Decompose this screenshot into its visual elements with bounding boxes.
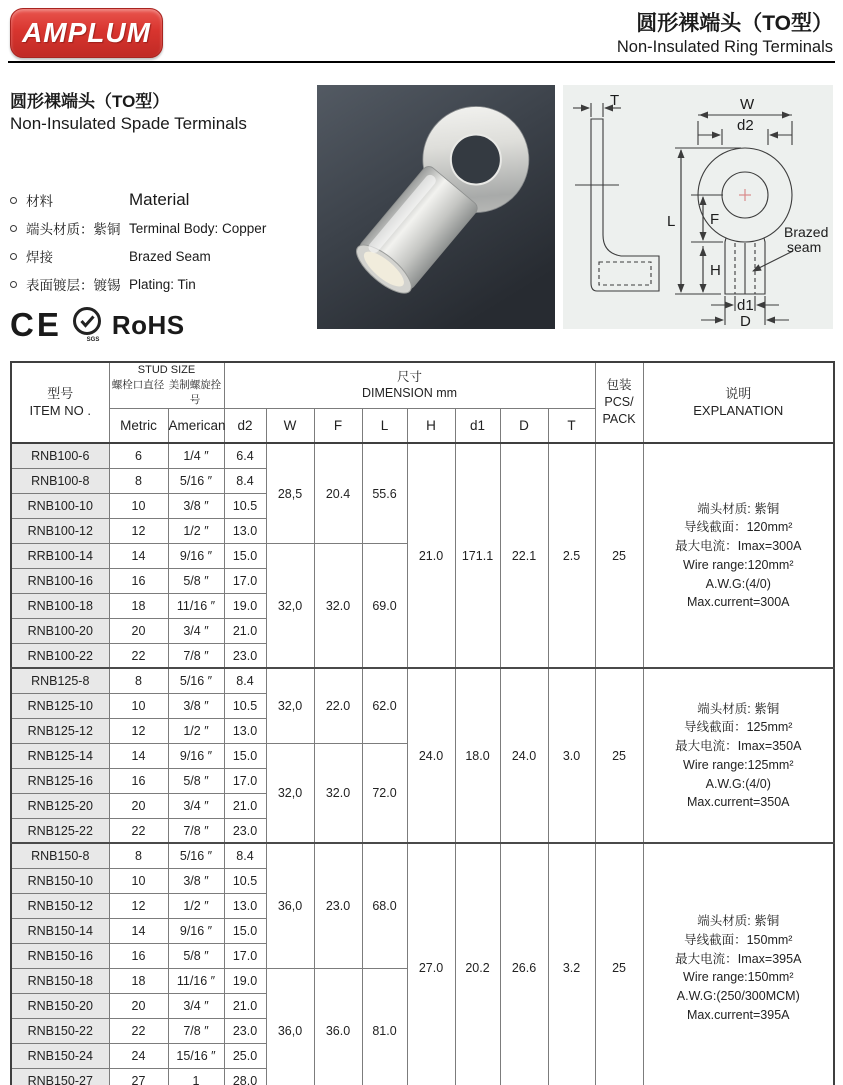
- cell-pack: 25: [595, 443, 643, 668]
- dim-label-f: F: [710, 211, 720, 228]
- explanation-line: 最大电流：Ⅰmax=300A: [675, 539, 802, 554]
- sgs-cert-icon: [71, 306, 103, 344]
- cell-d2: 17.0: [224, 768, 266, 793]
- cell-l: 62.0: [362, 668, 407, 743]
- explanation-line: 端头材质: 紫铜: [697, 914, 780, 929]
- cell-d2: 17.0: [224, 568, 266, 593]
- page-title-en: Non-Insulated Ring Terminals: [616, 38, 833, 57]
- cell-d2: 23.0: [224, 818, 266, 843]
- dim-label-d: D: [740, 313, 751, 329]
- cell-item-no: RNB100-12: [11, 518, 109, 543]
- cell-w: 36,0: [266, 968, 314, 1085]
- explanation-line: Max.current=300A: [687, 595, 790, 610]
- header-divider: [8, 61, 835, 63]
- cell-d2: 10.5: [224, 493, 266, 518]
- cell-l: 81.0: [362, 968, 407, 1085]
- explanation-line: Wire range:150mm²: [683, 970, 794, 985]
- brazed-seam-note-2: seam: [787, 239, 822, 255]
- col-header-d: D: [500, 408, 548, 443]
- table-row: [11, 668, 834, 693]
- section-title-en: Non-Insulated Spade Terminals: [10, 114, 247, 133]
- explanation-line: Max.current=350A: [687, 795, 790, 810]
- cell-w: 32,0: [266, 543, 314, 668]
- bullet-icon: [10, 197, 17, 204]
- cell-american: 5/16 ″: [168, 843, 224, 868]
- cell-w: 28,5: [266, 443, 314, 543]
- cell-american: 7/8 ″: [168, 818, 224, 843]
- bullet-icon: [10, 225, 17, 232]
- cell-d1: 20.2: [455, 843, 500, 1085]
- dim-label-t: T: [610, 92, 620, 109]
- cell-american: 3/8 ″: [168, 868, 224, 893]
- cell-d2: 8.4: [224, 668, 266, 693]
- cell-item-no: RNB125-20: [11, 793, 109, 818]
- cell-l: 55.6: [362, 443, 407, 543]
- cell-d: 22.1: [500, 443, 548, 668]
- cell-d1: 171.1: [455, 443, 500, 668]
- cell-american: 1/2 ″: [168, 893, 224, 918]
- col-header-d2: d2: [224, 408, 266, 443]
- dimension-title-en: DIMENSION mm: [361, 386, 458, 401]
- cell-d2: 15.0: [224, 743, 266, 768]
- dim-label-h: H: [710, 262, 721, 279]
- cell-d2: 17.0: [224, 943, 266, 968]
- spec-table-body: [11, 443, 834, 1085]
- cell-metric: 10: [109, 868, 168, 893]
- explanation-line: 端头材质: 紫铜: [697, 501, 780, 516]
- pack-title-cn: 包装: [606, 378, 632, 393]
- certification-row: [10, 306, 315, 344]
- dimension-diagram: [563, 85, 833, 329]
- cell-american: 5/8 ″: [168, 568, 224, 593]
- cell-metric: 27: [109, 1068, 168, 1085]
- ce-mark-icon: CE: [10, 306, 62, 343]
- cell-metric: 18: [109, 593, 168, 618]
- explanation-title-cn: 说明: [725, 385, 752, 401]
- cell-american: 7/8 ″: [168, 643, 224, 668]
- cell-metric: 12: [109, 718, 168, 743]
- cell-american: 5/8 ″: [168, 943, 224, 968]
- cell-item-no: RNB150-18: [11, 968, 109, 993]
- list-item: [10, 190, 315, 210]
- material-label-cn: 端头材质：紫铜: [26, 222, 121, 237]
- cell-item-no: RNB150-12: [11, 893, 109, 918]
- cell-american: 15/16 ″: [168, 1043, 224, 1068]
- cell-item-no: RNB100-22: [11, 643, 109, 668]
- explanation-line: 导线截面：150mm²: [684, 932, 793, 947]
- cell-d2: 21.0: [224, 618, 266, 643]
- cell-american: 9/16 ″: [168, 543, 224, 568]
- cell-item-no: RNB100-8: [11, 468, 109, 493]
- explanation-line: 导线截面：125mm²: [684, 720, 793, 735]
- cell-item-no: RRB100-14: [11, 543, 109, 568]
- dim-label-w: W: [740, 96, 755, 113]
- cell-metric: 10: [109, 493, 168, 518]
- explanation-line: 最大电流：Ⅰmax=395A: [675, 951, 802, 966]
- cell-item-no: RNB150-20: [11, 993, 109, 1018]
- table-row: [11, 843, 834, 868]
- cell-american: 3/4 ″: [168, 993, 224, 1018]
- table-header-row: [11, 362, 834, 408]
- explanation-title-en: EXPLANATION: [693, 402, 784, 418]
- explanation-line: Max.current=395A: [687, 1007, 790, 1022]
- cell-item-no: RNB150-16: [11, 943, 109, 968]
- cell-metric: 20: [109, 993, 168, 1018]
- cell-d: 24.0: [500, 668, 548, 843]
- cell-metric: 22: [109, 643, 168, 668]
- cell-item-no: RNB150-10: [11, 868, 109, 893]
- cell-f: 22.0: [314, 668, 362, 743]
- cell-item-no: RNB150-14: [11, 918, 109, 943]
- col-header-metric: Metric: [109, 408, 168, 443]
- cell-metric: 8: [109, 668, 168, 693]
- cell-w: 32,0: [266, 743, 314, 843]
- cell-american: 5/8 ″: [168, 768, 224, 793]
- cell-t: 2.5: [548, 443, 595, 668]
- cell-item-no: RNB100-10: [11, 493, 109, 518]
- spec-table: [10, 361, 835, 1085]
- cell-d2: 25.0: [224, 1043, 266, 1068]
- ring-terminal-image: [317, 85, 555, 329]
- cell-metric: 6: [109, 443, 168, 468]
- col-header-h: H: [407, 408, 455, 443]
- material-list: [10, 190, 315, 294]
- page-title: [617, 11, 833, 58]
- cell-metric: 22: [109, 818, 168, 843]
- cell-american: 1: [168, 1068, 224, 1085]
- stud-cn-american: 美制螺旋拴号: [168, 379, 222, 407]
- list-item: [10, 246, 315, 266]
- cell-metric: 24: [109, 1043, 168, 1068]
- cell-d2: 10.5: [224, 693, 266, 718]
- explanation-line: A.W.G:(4/0): [705, 776, 771, 791]
- material-label-en: Plating: Tin: [129, 276, 196, 292]
- cell-metric: 16: [109, 568, 168, 593]
- col-header-f: F: [314, 408, 362, 443]
- cell-american: 1/2 ″: [168, 518, 224, 543]
- explanation-line: 最大电流：Ⅰmax=350A: [675, 739, 802, 754]
- col-header-l: L: [362, 408, 407, 443]
- cell-l: 68.0: [362, 843, 407, 968]
- brand-logo: [10, 8, 163, 58]
- dimension-diagram-svg: [563, 85, 833, 329]
- cell-american: 3/8 ″: [168, 693, 224, 718]
- cell-item-no: RNB100-20: [11, 618, 109, 643]
- list-item: [10, 274, 315, 294]
- cell-d2: 21.0: [224, 793, 266, 818]
- material-label-cn: 焊接: [26, 250, 53, 265]
- list-item: [10, 218, 315, 238]
- cell-f: 23.0: [314, 843, 362, 968]
- cell-metric: 22: [109, 1018, 168, 1043]
- cell-item-no: RNB125-8: [11, 668, 109, 693]
- cell-h: 27.0: [407, 843, 455, 1085]
- cell-metric: 12: [109, 518, 168, 543]
- cell-pack: 25: [595, 843, 643, 1085]
- cell-item-no: RNB125-22: [11, 818, 109, 843]
- col-header-item-cn: 型号: [47, 385, 74, 401]
- cell-american: 11/16 ″: [168, 968, 224, 993]
- cell-d2: 21.0: [224, 993, 266, 1018]
- col-header-stud-size: [109, 362, 224, 408]
- intro-band: [0, 85, 843, 343]
- cell-f: 36.0: [314, 968, 362, 1085]
- section-title-cn: 圆形裸端头（TO型）: [10, 92, 170, 111]
- cell-item-no: RNB150-22: [11, 1018, 109, 1043]
- explanation-line: Wire range:125mm²: [683, 757, 794, 772]
- cell-pack: 25: [595, 668, 643, 843]
- cell-d2: 15.0: [224, 918, 266, 943]
- col-header-d1: d1: [455, 408, 500, 443]
- col-header-item-en: ITEM NO .: [29, 402, 91, 418]
- cell-d2: 10.5: [224, 868, 266, 893]
- rohs-mark: RoHS: [111, 309, 185, 340]
- cell-w: 32,0: [266, 668, 314, 743]
- cell-metric: 18: [109, 968, 168, 993]
- cell-item-no: RNB150-24: [11, 1043, 109, 1068]
- cell-item-no: RNB100-16: [11, 568, 109, 593]
- brazed-seam-note-1: Brazed: [784, 224, 829, 240]
- cell-h: 24.0: [407, 668, 455, 843]
- col-header-t: T: [548, 408, 595, 443]
- explanation-line: A.W.G:(4/0): [705, 576, 771, 591]
- cell-d2: 8.4: [224, 468, 266, 493]
- explanation-line: Wire range:120mm²: [683, 557, 794, 572]
- material-label-en: Brazed Seam: [129, 248, 211, 264]
- cell-t: 3.0: [548, 668, 595, 843]
- brand-logo-text: AMPLUM: [22, 17, 151, 48]
- cell-item-no: RNB100-18: [11, 593, 109, 618]
- material-label-en: Terminal Body: Copper: [129, 220, 267, 236]
- cell-american: 11/16 ″: [168, 593, 224, 618]
- cell-american: 3/4 ″: [168, 618, 224, 643]
- material-label-cn: 材料: [26, 194, 53, 209]
- cell-item-no: RNB150-27: [11, 1068, 109, 1085]
- cell-t: 3.2: [548, 843, 595, 1085]
- cell-d2: 23.0: [224, 643, 266, 668]
- cell-d1: 18.0: [455, 668, 500, 843]
- material-label-en: Material: [129, 190, 190, 209]
- page-title-cn: 圆形裸端头（TO型）: [636, 12, 833, 35]
- cell-d2: 13.0: [224, 518, 266, 543]
- cell-h: 21.0: [407, 443, 455, 668]
- col-header-item-no: [11, 362, 109, 443]
- cell-item-no: RNB125-12: [11, 718, 109, 743]
- cell-american: 1/4 ″: [168, 443, 224, 468]
- dim-label-l: L: [667, 213, 676, 230]
- cell-d2: 23.0: [224, 1018, 266, 1043]
- pack-title-en1: PCS/: [604, 395, 634, 410]
- cell-metric: 8: [109, 843, 168, 868]
- explanation-line: 端头材质: 紫铜: [697, 701, 780, 716]
- cell-american: 5/16 ″: [168, 668, 224, 693]
- cell-f: 32.0: [314, 743, 362, 843]
- cell-item-no: RNB125-10: [11, 693, 109, 718]
- cell-metric: 10: [109, 693, 168, 718]
- cell-w: 36,0: [266, 843, 314, 968]
- cell-american: 9/16 ″: [168, 743, 224, 768]
- cell-item-no: RNB150-8: [11, 843, 109, 868]
- cell-american: 1/2 ″: [168, 718, 224, 743]
- bullet-icon: [10, 281, 17, 288]
- cell-d2: 19.0: [224, 968, 266, 993]
- cell-d2: 8.4: [224, 843, 266, 868]
- dim-label-d2: d2: [737, 117, 754, 134]
- cell-american: 3/4 ″: [168, 793, 224, 818]
- stud-size-title: STUD SIZE: [137, 364, 196, 376]
- cell-item-no: RNB125-14: [11, 743, 109, 768]
- material-label-cn: 表面镀层：镀锡: [26, 278, 121, 293]
- dim-label-d1: d1: [737, 297, 754, 314]
- cell-explanation: [643, 443, 834, 668]
- cell-d2: 13.0: [224, 718, 266, 743]
- cell-l: 72.0: [362, 743, 407, 843]
- cell-american: 7/8 ″: [168, 1018, 224, 1043]
- explanation-line: A.W.G:(250/300MCM): [676, 989, 800, 1004]
- cell-f: 32.0: [314, 543, 362, 668]
- sgs-text: SGS: [86, 337, 100, 343]
- explanation-line: 导线截面：120mm²: [684, 520, 793, 535]
- cell-american: 9/16 ″: [168, 918, 224, 943]
- cell-metric: 16: [109, 943, 168, 968]
- col-header-w: W: [266, 408, 314, 443]
- cell-d2: 15.0: [224, 543, 266, 568]
- col-header-pack: [595, 362, 643, 443]
- cell-metric: 14: [109, 543, 168, 568]
- cell-american: 3/8 ″: [168, 493, 224, 518]
- cell-d: 26.6: [500, 843, 548, 1085]
- cell-metric: 16: [109, 768, 168, 793]
- cell-f: 20.4: [314, 443, 362, 543]
- dimension-title-cn: 尺寸: [397, 369, 423, 384]
- cell-item-no: RNB100-6: [11, 443, 109, 468]
- cell-metric: 20: [109, 618, 168, 643]
- col-header-dimension: [224, 362, 595, 408]
- cell-american: 5/16 ″: [168, 468, 224, 493]
- stud-cn-metric: 螺栓口直径: [111, 379, 165, 392]
- pack-title-en2: PACK: [602, 412, 636, 427]
- cell-l: 69.0: [362, 543, 407, 668]
- cell-d2: 19.0: [224, 593, 266, 618]
- cell-explanation: [643, 668, 834, 843]
- cell-metric: 14: [109, 918, 168, 943]
- cell-metric: 14: [109, 743, 168, 768]
- cell-metric: 12: [109, 893, 168, 918]
- cell-d2: 6.4: [224, 443, 266, 468]
- cell-explanation: [643, 843, 834, 1085]
- page-header: [0, 0, 843, 56]
- cell-metric: 20: [109, 793, 168, 818]
- cell-metric: 8: [109, 468, 168, 493]
- col-header-explanation: [643, 362, 834, 443]
- bullet-icon: [10, 253, 17, 260]
- product-photo: [317, 85, 555, 329]
- cell-d2: 13.0: [224, 893, 266, 918]
- col-header-american: American: [168, 408, 224, 443]
- table-row: [11, 443, 834, 468]
- intro-section: [10, 85, 315, 343]
- cell-item-no: RNB125-16: [11, 768, 109, 793]
- cell-d2: 28.0: [224, 1068, 266, 1085]
